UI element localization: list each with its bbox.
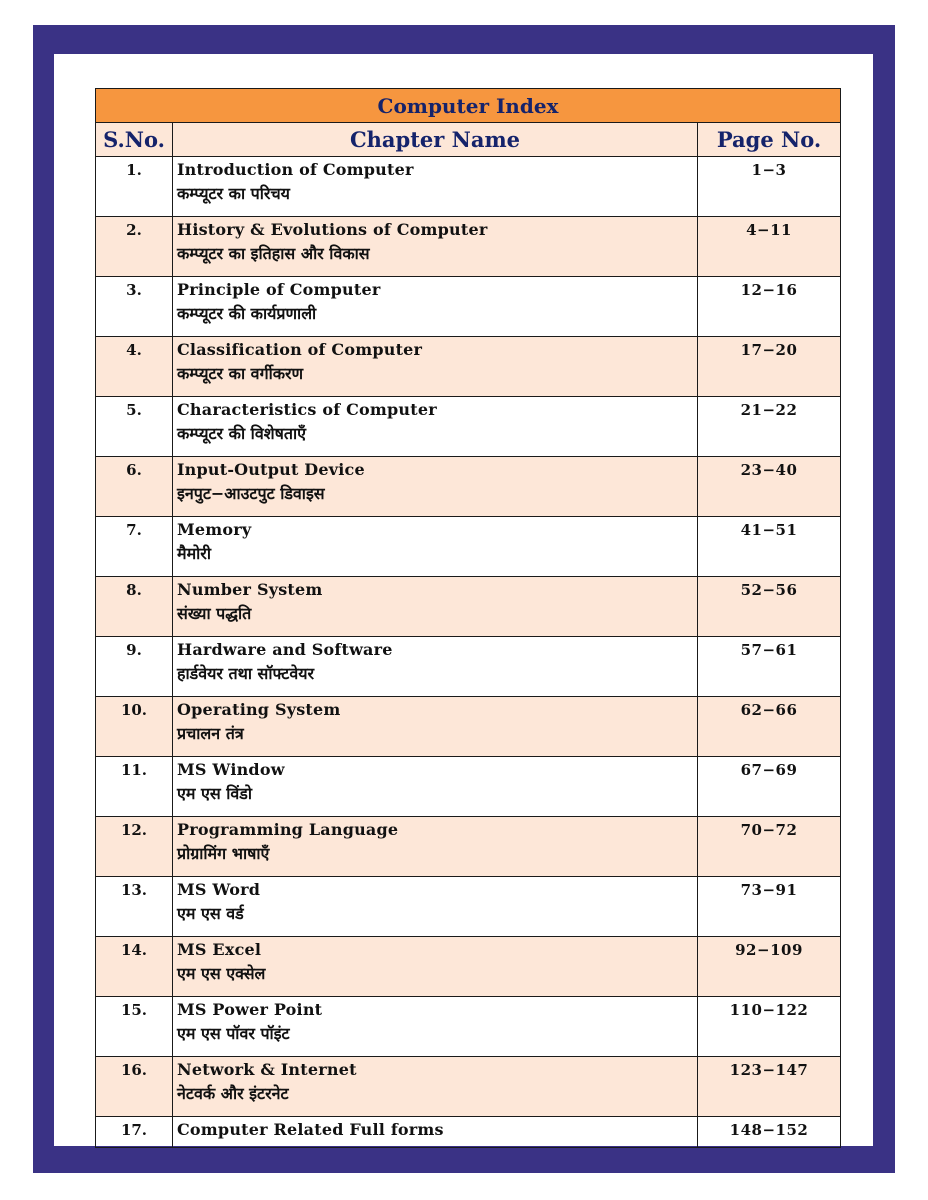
row-chapter-cell	[173, 757, 698, 817]
chapter-name-hindi: संख्या पद्धति	[177, 604, 252, 623]
row-chapter-cell	[173, 1057, 698, 1117]
row-chapter-cell	[173, 997, 698, 1057]
row-serial-number: 12.	[96, 817, 173, 877]
table-row	[96, 277, 841, 337]
table-row	[96, 397, 841, 457]
row-serial-number: 13.	[96, 877, 173, 937]
header-page-no: Page No.	[698, 123, 841, 157]
row-chapter-cell	[173, 397, 698, 457]
row-serial-number: 3.	[96, 277, 173, 337]
row-chapter-cell	[173, 577, 698, 637]
row-page-range: 17−20	[698, 337, 841, 397]
row-chapter-cell	[173, 877, 698, 937]
row-chapter-cell	[173, 1117, 698, 1148]
table-row	[96, 1057, 841, 1117]
chapter-name-hindi: प्रचालन तंत्र	[177, 724, 244, 743]
chapter-name-hindi: कम्प्यूटर का इतिहास और विकास	[177, 244, 370, 263]
chapter-name-hindi: एम एस वर्ड	[177, 904, 244, 923]
row-page-range: 67−69	[698, 757, 841, 817]
row-chapter-cell	[173, 637, 698, 697]
row-chapter-cell	[173, 517, 698, 577]
chapter-name-english: Hardware and Software	[177, 640, 393, 659]
row-chapter-cell	[173, 697, 698, 757]
row-page-range: 148−152	[698, 1117, 841, 1148]
table-row	[96, 937, 841, 997]
header-chapter-name: Chapter Name	[173, 123, 698, 157]
chapter-name-english: Number System	[177, 580, 323, 599]
row-page-range: 70−72	[698, 817, 841, 877]
row-page-range: 12−16	[698, 277, 841, 337]
row-serial-number: 1.	[96, 157, 173, 217]
chapter-name-english: Memory	[177, 520, 252, 539]
table-row	[96, 1117, 841, 1148]
table-row	[96, 337, 841, 397]
header-sno: S.No.	[96, 123, 173, 157]
row-page-range: 110−122	[698, 997, 841, 1057]
row-page-range: 1−3	[698, 157, 841, 217]
table-row	[96, 997, 841, 1057]
chapter-name-english: Computer Related Full forms	[177, 1120, 444, 1139]
row-chapter-cell	[173, 337, 698, 397]
row-page-range: 123−147	[698, 1057, 841, 1117]
row-serial-number: 11.	[96, 757, 173, 817]
chapter-name-hindi: एम एस एक्सेल	[177, 964, 266, 983]
row-page-range: 52−56	[698, 577, 841, 637]
row-chapter-cell	[173, 937, 698, 997]
table-row	[96, 217, 841, 277]
row-serial-number: 7.	[96, 517, 173, 577]
chapter-name-english: Input-Output Device	[177, 460, 365, 479]
row-serial-number: 8.	[96, 577, 173, 637]
table-row	[96, 637, 841, 697]
row-serial-number: 2.	[96, 217, 173, 277]
chapter-name-english: MS Window	[177, 760, 285, 779]
row-page-range: 41−51	[698, 517, 841, 577]
chapter-name-hindi: एम एस विंडो	[177, 784, 252, 803]
row-chapter-cell	[173, 457, 698, 517]
table-row	[96, 577, 841, 637]
table-row	[96, 817, 841, 877]
row-serial-number: 6.	[96, 457, 173, 517]
chapter-name-hindi: हार्डवेयर तथा सॉफ्टवेयर	[177, 664, 315, 683]
chapter-name-hindi: मैमोरी	[177, 544, 211, 563]
table-row	[96, 157, 841, 217]
chapter-name-english: Classification of Computer	[177, 340, 423, 359]
chapter-name-english: Operating System	[177, 700, 341, 719]
chapter-name-english: MS Word	[177, 880, 261, 899]
table-row	[96, 697, 841, 757]
chapter-name-english: Programming Language	[177, 820, 399, 839]
row-serial-number: 15.	[96, 997, 173, 1057]
row-serial-number: 5.	[96, 397, 173, 457]
chapter-name-english: Introduction of Computer	[177, 160, 414, 179]
row-chapter-cell	[173, 817, 698, 877]
row-chapter-cell	[173, 157, 698, 217]
chapter-name-hindi: नेटवर्क और इंटरनेट	[177, 1084, 289, 1103]
row-serial-number: 4.	[96, 337, 173, 397]
chapter-name-english: History & Evolutions of Computer	[177, 220, 488, 239]
table-row	[96, 457, 841, 517]
chapter-name-hindi: कम्प्यूटर की कार्यप्रणाली	[177, 304, 317, 323]
chapter-name-english: Characteristics of Computer	[177, 400, 437, 419]
row-serial-number: 17.	[96, 1117, 173, 1148]
row-page-range: 73−91	[698, 877, 841, 937]
chapter-name-hindi: कम्प्यूटर का परिचय	[177, 184, 290, 203]
table-row	[96, 517, 841, 577]
chapter-name-hindi: कम्प्यूटर का वर्गीकरण	[177, 364, 304, 383]
row-chapter-cell	[173, 277, 698, 337]
row-page-range: 23−40	[698, 457, 841, 517]
chapter-name-english: MS Excel	[177, 940, 262, 959]
row-page-range: 92−109	[698, 937, 841, 997]
table-row	[96, 877, 841, 937]
row-page-range: 62−66	[698, 697, 841, 757]
row-page-range: 21−22	[698, 397, 841, 457]
chapter-name-hindi: कम्प्यूटर की विशेषताएँ	[177, 424, 306, 443]
index-title: Computer Index	[96, 89, 841, 123]
row-serial-number: 9.	[96, 637, 173, 697]
chapter-name-hindi: एम एस पॉवर पॉइंट	[177, 1024, 290, 1043]
table-row	[96, 757, 841, 817]
chapter-name-english: MS Power Point	[177, 1000, 323, 1019]
row-page-range: 57−61	[698, 637, 841, 697]
row-page-range: 4−11	[698, 217, 841, 277]
chapter-name-hindi: प्रोग्रामिंग भाषाएँ	[177, 844, 270, 863]
computer-index-table	[95, 88, 841, 1148]
row-serial-number: 10.	[96, 697, 173, 757]
chapter-name-english: Principle of Computer	[177, 280, 381, 299]
row-serial-number: 14.	[96, 937, 173, 997]
chapter-name-hindi: इनपुट−आउटपुट डिवाइस	[177, 484, 325, 503]
chapter-name-english: Network & Internet	[177, 1060, 357, 1079]
row-chapter-cell	[173, 217, 698, 277]
row-serial-number: 16.	[96, 1057, 173, 1117]
